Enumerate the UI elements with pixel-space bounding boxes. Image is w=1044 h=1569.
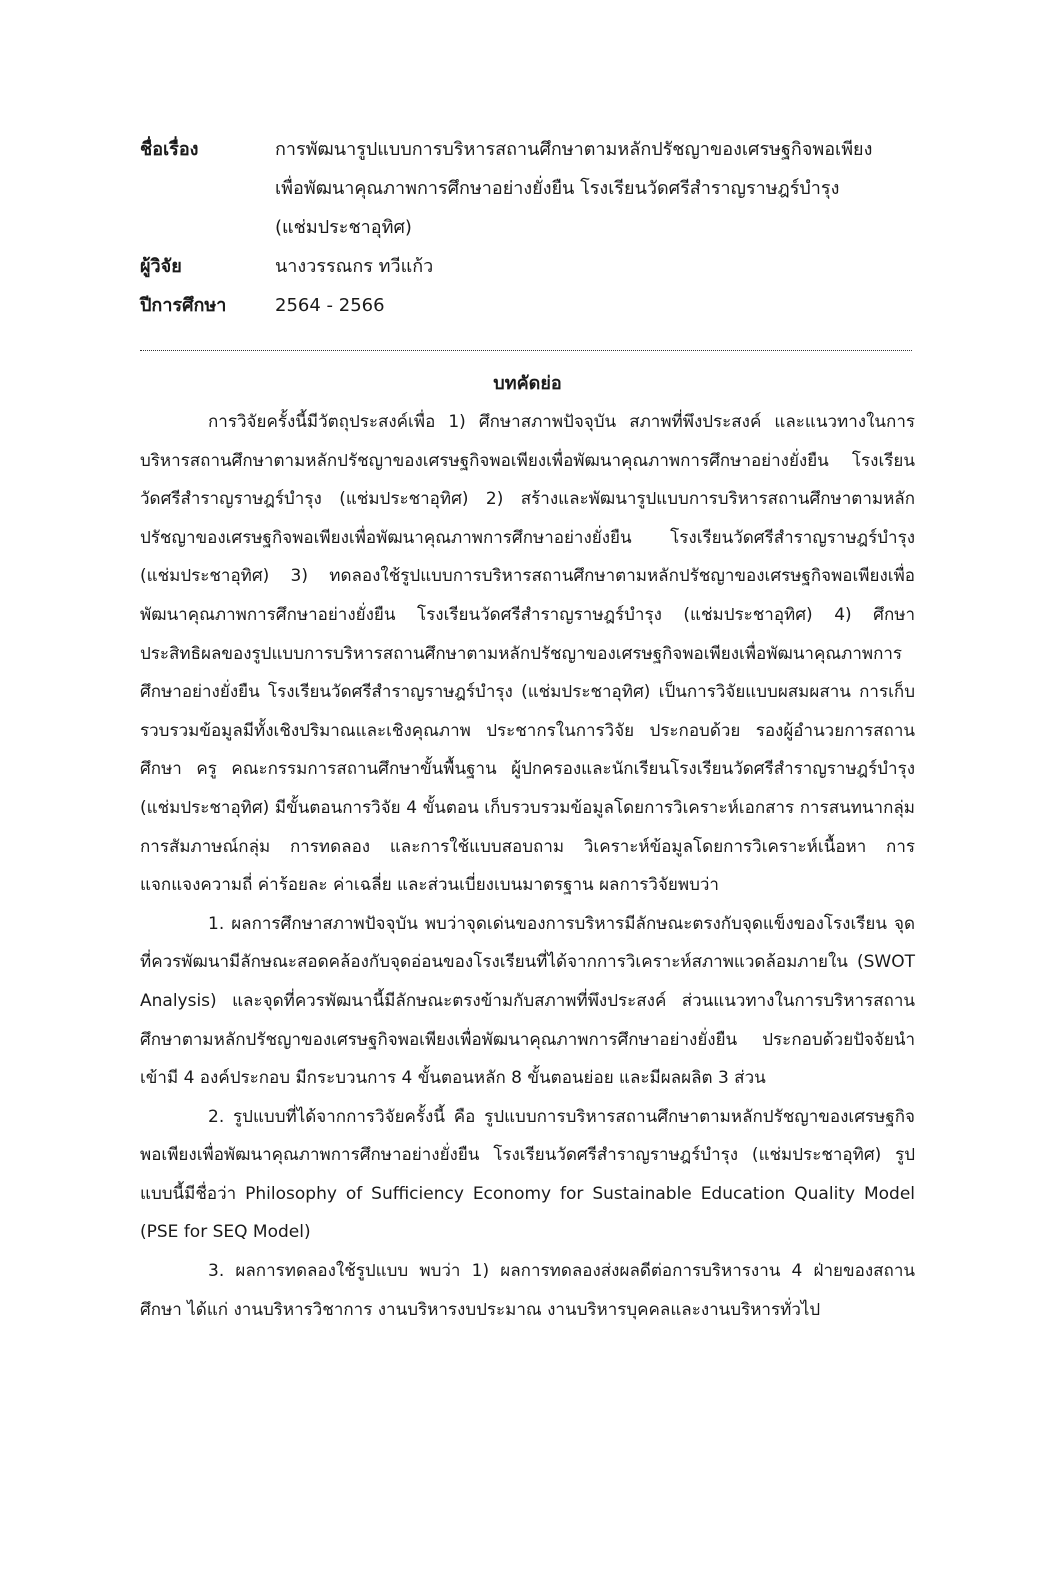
- year-value: 2564 - 2566: [275, 295, 385, 316]
- abstract-paragraph-finding-2: 2. รูปแบบที่ได้จากการวิจัยครั้งนี้ คือ รูปแบบการบริหารสถานศึกษาตามหลักปรัชญาของเศรษฐกิจพอเพียงเพื่อพัฒนาคุณภาพการศึกษาอย่างยั่งยืน โรงเรียนวัดศรีสำราญราษฎร์บำรุง (แช่มประชาอุทิศ) รูปแบบนี้มีชื่อว่า Philosophy of Sufficiency Economy for Sustainable Education Quality Model (PSE for SEQ Model): [140, 1106, 915, 1243]
- document-metadata: [140, 130, 920, 325]
- dotted-divider: [140, 350, 912, 351]
- researcher-label: ผู้วิจัย: [140, 256, 182, 277]
- title-value: การพัฒนารูปแบบการบริหารสถานศึกษาตามหลักปรัชญาของเศรษฐกิจพอเพียง เพื่อพัฒนาคุณภาพการศึกษาอย่างยั่งยืน โรงเรียนวัดศรีสำราญราษฎร์บำรุง (แช่มประชาอุทิศ): [275, 139, 873, 238]
- title-row: [140, 130, 920, 247]
- year-label: ปีการศึกษา: [140, 295, 227, 316]
- abstract-heading: บทคัดย่อ: [493, 373, 562, 394]
- title-label: ชื่อเรื่อง: [140, 139, 199, 160]
- researcher-row: [140, 247, 920, 286]
- year-row: [140, 286, 920, 325]
- researcher-value: นางวรรณกร ทวีแก้ว: [275, 256, 434, 277]
- abstract-paragraph-finding-1: 1. ผลการศึกษาสภาพปัจจุบัน พบว่าจุดเด่นของการบริหารมีลักษณะตรงกับจุดแข็งของโรงเรียน จุดที่ควรพัฒนามีลักษณะสอดคล้องกับจุดอ่อนของโรงเรียนที่ได้จากการวิเคราะห์สภาพแวดล้อมภายใน (SWOT Analysis) และจุดที่ควรพัฒนานี้มีลักษณะตรงข้ามกับสภาพที่พึงประสงค์ ส่วนแนวทางในการบริหารสถานศึกษาตามหลักปรัชญาของเศรษฐกิจพอเพียงเพื่อพัฒนาคุณภาพการศึกษาอย่างยั่งยืน ประกอบด้วยปัจจัยนำเข้ามี 4 องค์ประกอบ มีกระบวนการ 4 ขั้นตอนหลัก 8 ขั้นตอนย่อย และมีผลผลิต 3 ส่วน: [140, 913, 915, 1089]
- abstract-section: [140, 365, 915, 1329]
- abstract-paragraph-finding-3: 3. ผลการทดลองใช้รูปแบบ พบว่า 1) ผลการทดลองส่งผลดีต่อการบริหารงาน 4 ฝ่ายของสถานศึกษา ได้แก่ งานบริหารวิชาการ งานบริหารงบประมาณ งานบริหารบุคคลและงานบริหารทั่วไป: [140, 1261, 915, 1320]
- abstract-paragraph-intro: การวิจัยครั้งนี้มีวัตถุประสงค์เพื่อ 1) ศึกษาสภาพปัจจุบัน สภาพที่พึงประสงค์ และแนวทางในการบริหารสถานศึกษาตามหลักปรัชญาของเศรษฐกิจพอเพียงเพื่อพัฒนาคุณภาพการศึกษาอย่างยั่งยืน โรงเรียนวัดศรีสำราญราษฎร์บำรุง (แช่มประชาอุทิศ) 2) สร้างและพัฒนารูปแบบการบริหารสถานศึกษาตามหลักปรัชญาของเศรษฐกิจพอเพียงเพื่อพัฒนาคุณภาพการศึกษาอย่างยั่งยืน โรงเรียนวัดศรีสำราญราษฎร์บำรุง (แช่มประชาอุทิศ) 3) ทดลองใช้รูปแบบการบริหารสถานศึกษาตามหลักปรัชญาของเศรษฐกิจพอเพียงเพื่อพัฒนาคุณภาพการศึกษาอย่างยั่งยืน โรงเรียนวัดศรีสำราญราษฎร์บำรุง (แช่มประชาอุทิศ) 4) ศึกษาประสิทธิผลของรูปแบบการบริหารสถานศึกษาตามหลักปรัชญาของเศรษฐกิจพอเพียงเพื่อพัฒนาคุณภาพการศึกษาอย่างยั่งยืน โรงเรียนวัดศรีสำราญราษฎร์บำรุง (แช่มประชาอุทิศ) เป็นการวิจัยแบบผสมผสาน การเก็บรวบรวมข้อมูลมีทั้งเชิงปริมาณและเชิงคุณภาพ ประชากรในการวิจัย ประกอบด้วย รองผู้อำนวยการสถานศึกษา ครู คณะกรรมการสถานศึกษาขั้นพื้นฐาน ผู้ปกครองและนักเรียนโรงเรียนวัดศรีสำราญราษฎร์บำรุง (แช่มประชาอุทิศ) มีขั้นตอนการวิจัย 4 ขั้นตอน เก็บรวบรวมข้อมูลโดยการวิเคราะห์เอกสาร การสนทนากลุ่ม การสัมภาษณ์กลุ่ม การทดลอง และการใช้แบบสอบถาม วิเคราะห์ข้อมูลโดยการวิเคราะห์เนื้อหา การแจกแจงความถี่ ค่าร้อยละ ค่าเฉลี่ย และส่วนเบี่ยงเบนมาตรฐาน ผลการวิจัยพบว่า: [140, 412, 915, 896]
